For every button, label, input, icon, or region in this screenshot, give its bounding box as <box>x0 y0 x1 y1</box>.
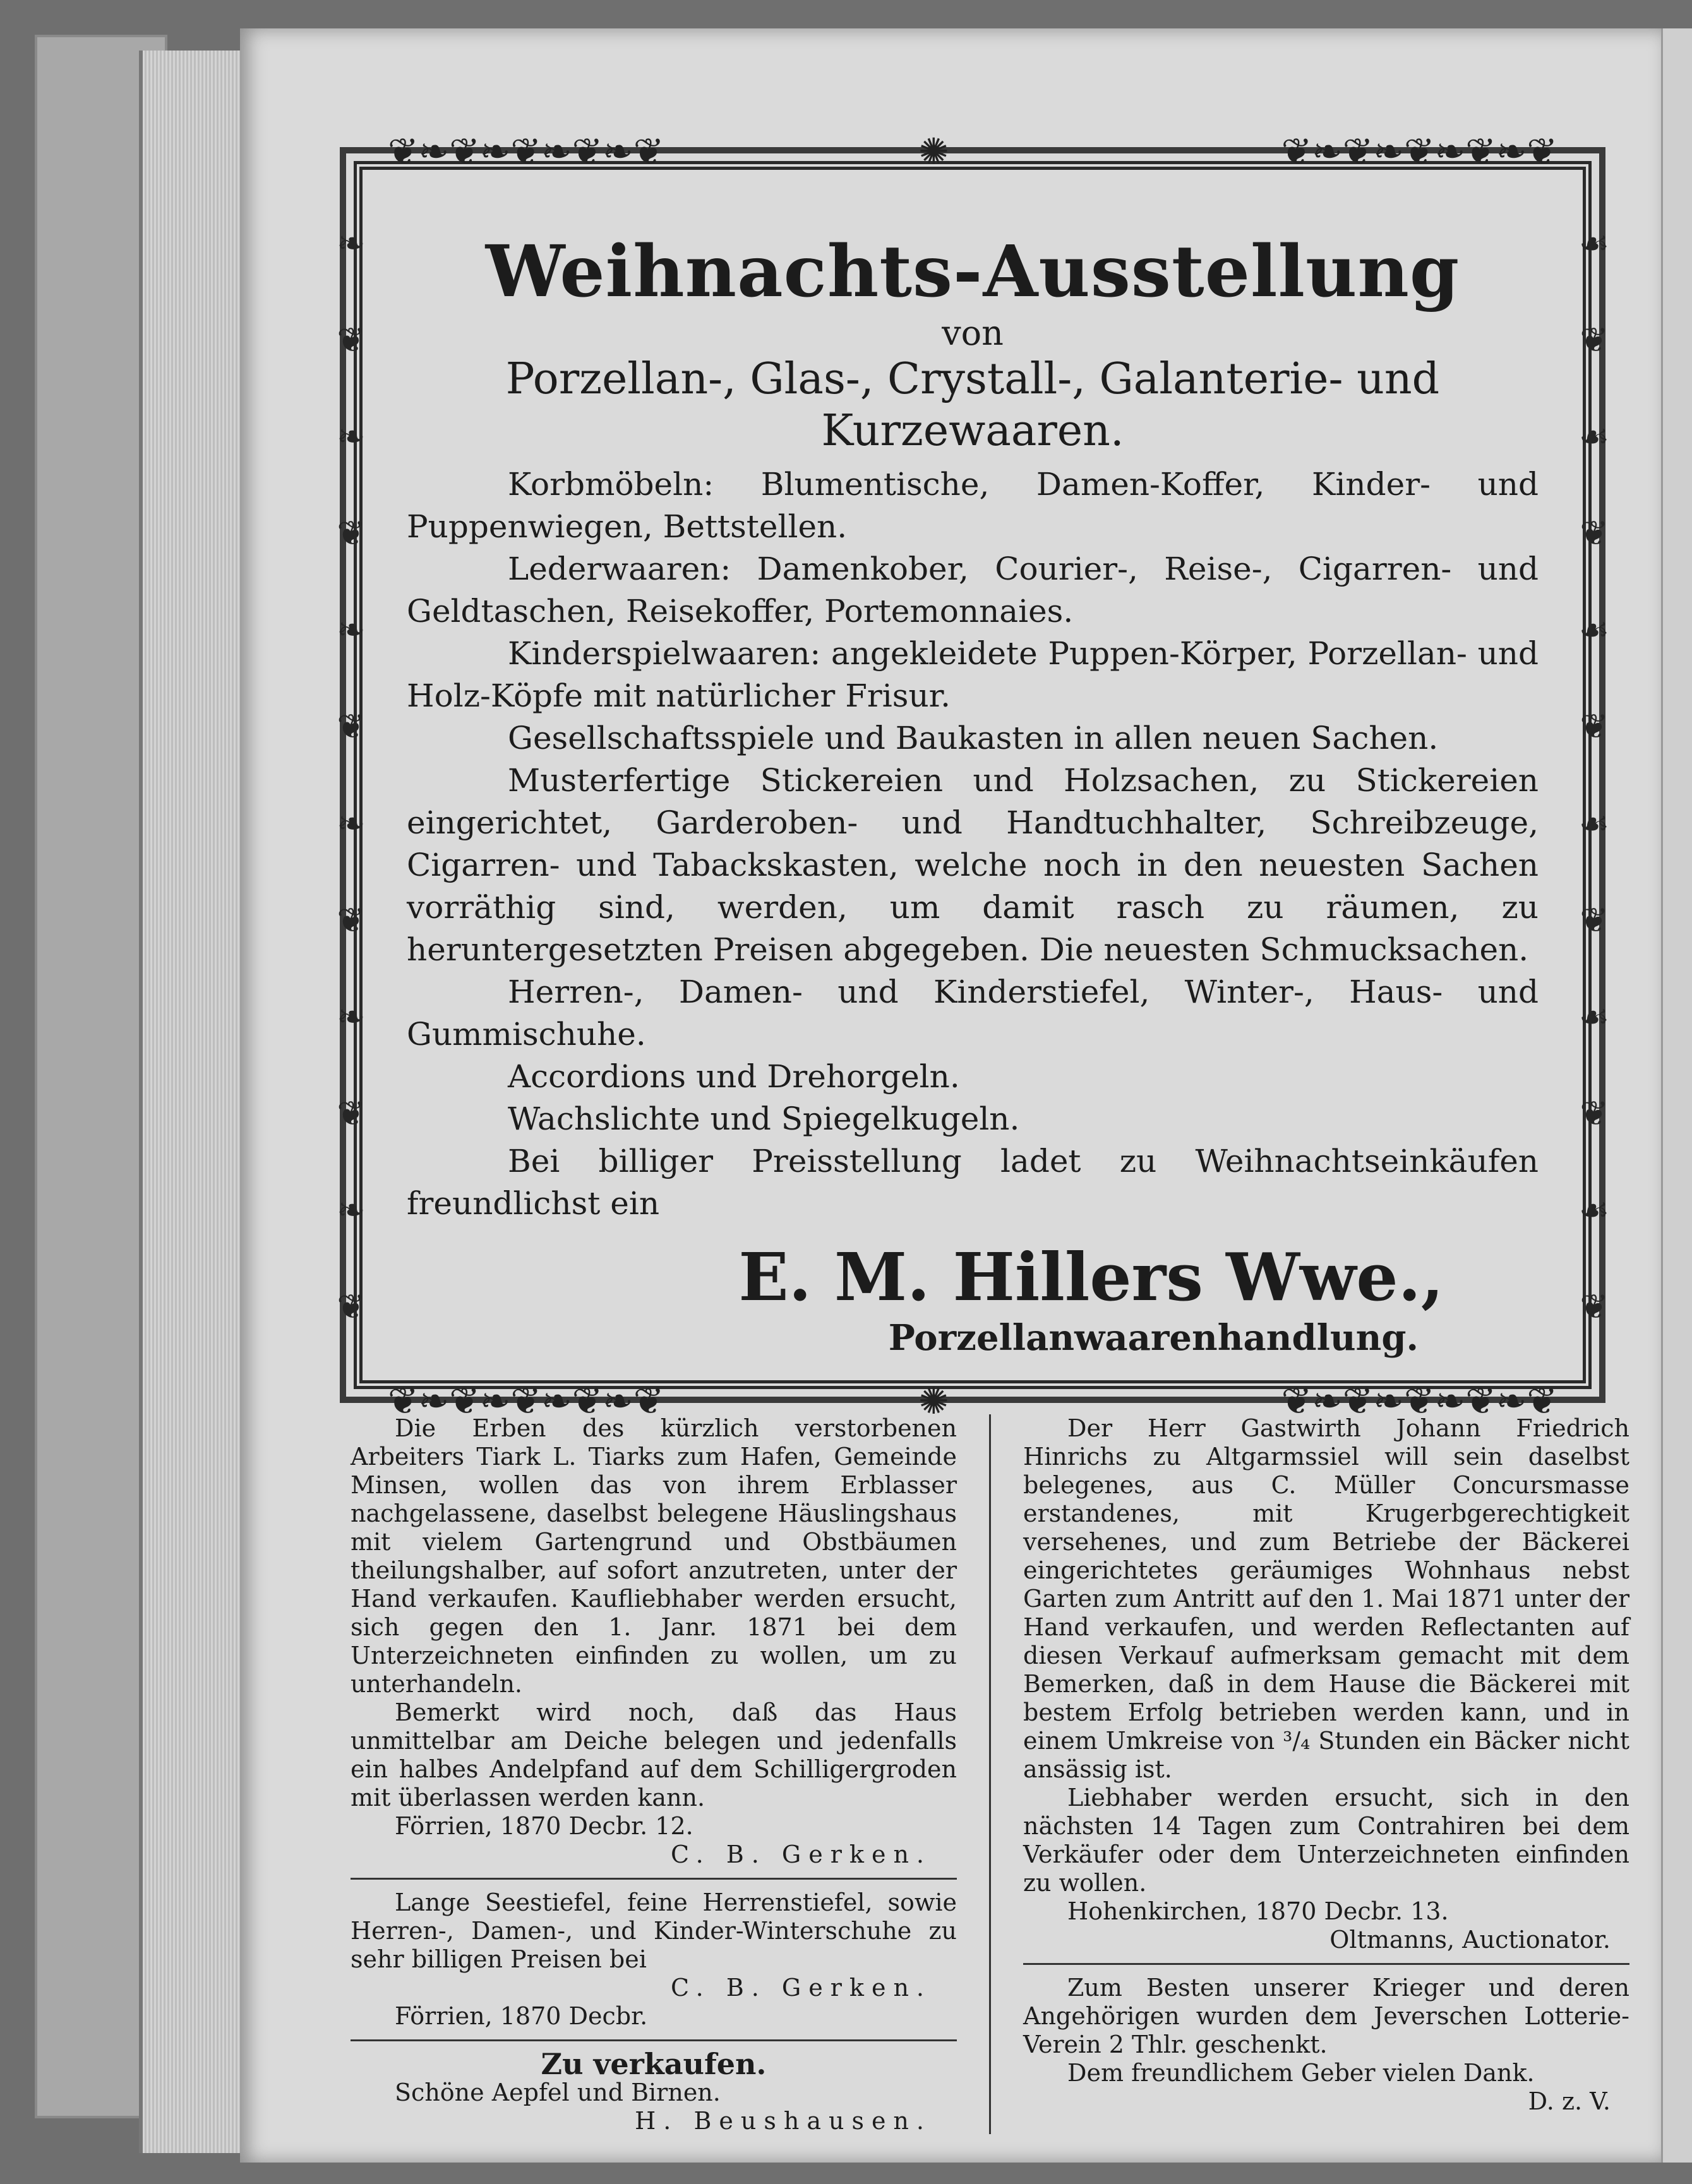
notice-place-date: Förrien, 1870 Decbr. 12. <box>395 1812 693 1840</box>
next-page-edge <box>1661 28 1692 2163</box>
divider <box>351 1878 957 1880</box>
right-column <box>1023 1414 1629 2116</box>
ad-line: Herren-, Damen- und Kinderstiefel, Winter-, Haus- und Gummischuhe. <box>407 973 1539 1053</box>
divider <box>1023 1963 1629 1965</box>
notice-text: Liebhaber werden ersucht, sich in den nächsten 14 Tagen zum Contrahiren bei dem Verkäufer oder dem Unterzeichneten einfinden zu wollen. <box>1023 1784 1629 1897</box>
ornament-icon: ❦❧❦❧❦❧❦❧❦ <box>388 1380 664 1423</box>
notice-text: Zum Besten unserer Krieger und deren Angehörigen wurden dem Jeverschen Lotterie-Verein 2 Thlr. geschenkt. <box>1023 1974 1629 2058</box>
notice-signature: Oltmanns, Auctionator. <box>1329 1926 1611 1954</box>
ad-line: Wachslichte und Spiegelkugeln. <box>508 1100 1020 1137</box>
ornament-icon: ❦❧❦❧❦❧❦❧❦ <box>1281 1380 1557 1423</box>
ad-firm-subtitle: Porzellanwaarenhandlung. <box>888 1317 1419 1359</box>
ornament-icon: ❦❧❦❧❦❧❦❧❦ <box>1281 130 1557 173</box>
notice-text: Lange Seestiefel, feine Herrenstiefel, sowie Herren-, Damen-, und Kinder-Winterschuhe zu sehr billigen Preisen bei <box>351 1889 957 1973</box>
rosette-icon: ✺ <box>918 1380 949 1423</box>
ad-line: Accordions und Drehorgeln. <box>508 1058 960 1095</box>
ad-line: Gesellschaftsspiele und Baukasten in allen neuen Sachen. <box>508 719 1439 756</box>
notice-signature: C. B. Gerken. <box>670 1974 932 2002</box>
notice-text: Bemerkt wird noch, daß das Haus unmittelbar am Deiche belegen und jedenfalls ein halbes Andelpfand auf dem Schilligergroden mit überlassen werden kann. <box>351 1698 957 1811</box>
rosette-icon: ✺ <box>918 130 949 173</box>
ad-content <box>407 189 1539 1361</box>
ornament-icon: ❦❧❦❧❦❧❦❧❦ <box>388 130 664 173</box>
notice-text: Dem freundlichem Geber vielen Dank. <box>1067 2059 1535 2087</box>
page-edges <box>139 51 244 2153</box>
ad-firm-name: E. M. Hillers Wwe., <box>738 1238 1444 1316</box>
divider <box>351 2039 957 2041</box>
ad-line: Bei billiger Preisstellung ladet zu Weihnachtseinkäufen freundlichst ein <box>407 1142 1539 1222</box>
notice-signature: H. Beushausen. <box>635 2107 932 2135</box>
ad-line: Kinderspielwaaren: angekleidete Puppen-Körper, Porzellan- und Holz-Köpfe mit natürlicher Frisur. <box>407 635 1539 714</box>
left-border-ornament-icon: ❧ ❦ ❧ ❦ ❧ ❦ ❧ ❦ ❧ ❦ ❧ ❦ <box>337 224 366 1327</box>
ad-subtitle-2: Kurzewaaren. <box>821 406 1124 456</box>
ad-line: Korbmöbeln: Blumentische, Damen-Koffer, Kinder- und Puppenwiegen, Bettstellen. <box>407 465 1539 545</box>
notice-place-date: Hohenkirchen, 1870 Decbr. 13. <box>1067 1897 1449 1925</box>
right-border-ornament-icon: ☙ ❦ ☙ ❦ ☙ ❦ ☙ ❦ ☙ ❦ ☙ ❦ <box>1578 224 1610 1327</box>
left-column <box>351 1414 957 2135</box>
ad-title: Weihnachts-Ausstellung <box>485 230 1460 313</box>
ad-subtitle-1: Porzellan-, Glas-, Crystall-, Galanterie- und <box>505 354 1440 405</box>
ad-line: Lederwaaren: Damenkober, Courier-, Reise-, Cigarren- und Geldtaschen, Reisekoffer, Portemonnaies. <box>407 550 1539 630</box>
column-divider <box>989 1414 991 2134</box>
ad-body <box>407 463 1539 1225</box>
ad-von: von <box>942 313 1004 354</box>
ad-line: Musterfertige Stickereien und Holzsachen, zu Stickereien eingerichtet, Garderoben- und Handtuchhalter, Schreibzeuge, Cigarren- und Tabackskasten, welche noch in den neuesten Sachen vorräthig sind, werden, um damit rasch zu räumen, zu heruntergesetzten Preisen abgegeben. Die neuesten Schmucksachen. <box>407 761 1539 968</box>
notice-text: Schöne Aepfel und Birnen. <box>395 2079 721 2106</box>
notice-text: Die Erben des kürzlich verstorbenen Arbeiters Tiark L. Tiarks zum Hafen, Gemeinde Minsen, wollen das von ihrem Erblasser nachgelassene, daselbst belegene Häuslingshaus mit vielem Gartengrund und Obstbäumen theilungshalber, auf sofort anzutreten, unter der Hand verkaufen. Kaufliebhaber werden ersucht, sich gegen den 1. Janr. 1871 bei dem Unterzeichneten einfinden zu wollen, um zu unterhandeln. <box>351 1414 957 1698</box>
notice-heading: Zu verkaufen. <box>541 2047 767 2081</box>
notice-text: Der Herr Gastwirth Johann Friedrich Hinrichs zu Altgarmssiel will sein daselbst belegenes, aus C. Müller Concursmasse erstandenes, mit Krugerbgerechtigkeit versehenes, und zum Betriebe der Bäckerei eingerichtetes geräumiges Wohnhaus nebst Garten zum Antritt auf den 1. Mai 1871 unter der Hand verkaufen, und werden Reflectanten auf diesen Verkauf aufmerksam gemacht mit dem Bemerken, daß in dem Hause die Bäckerei mit bestem Erfolg betrieben werden kann, und in einem Umkreise von ³/₄ Stunden ein Bäcker nicht ansässig ist. <box>1023 1414 1629 1783</box>
christmas-ad-frame <box>337 130 1610 1423</box>
notice-signature: D. z. V. <box>1528 2087 1611 2115</box>
notice-signature: C. B. Gerken. <box>670 1841 932 1868</box>
notice-place-date: Förrien, 1870 Decbr. <box>395 2002 648 2030</box>
